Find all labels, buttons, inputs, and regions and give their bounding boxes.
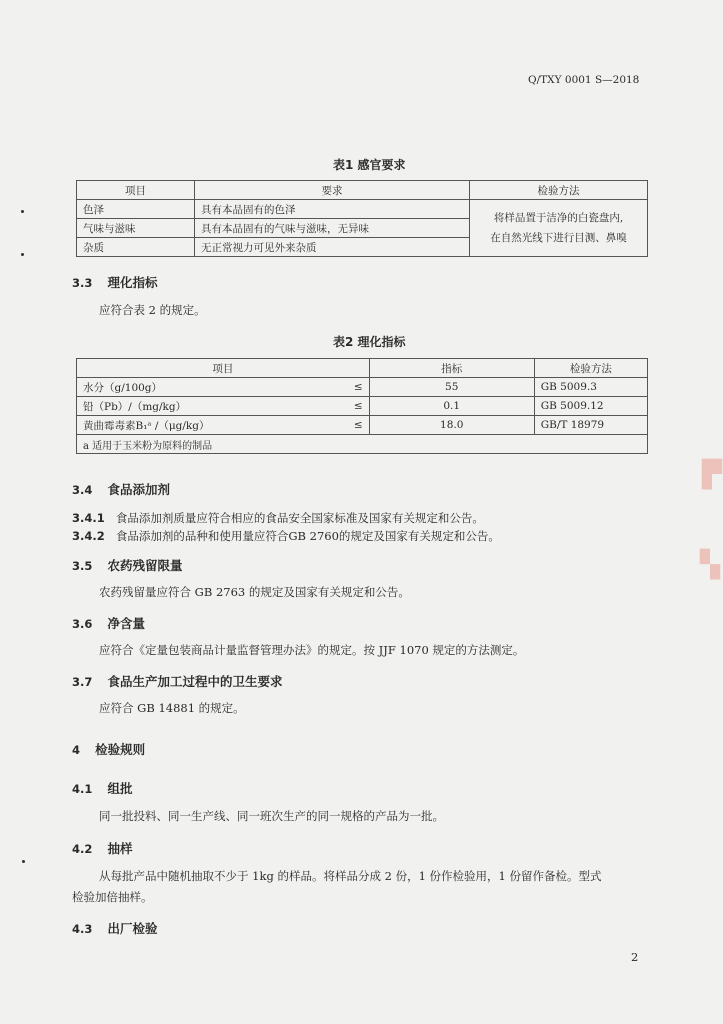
section-heading (72, 778, 132, 797)
table-cell: 具有本品固有的色泽 (195, 200, 470, 219)
clause (72, 507, 484, 526)
table-cell: GB 5009.3 (534, 378, 647, 397)
clause-number: 3.4.2 (72, 529, 105, 543)
chapter-title: 检验规则 (95, 742, 146, 757)
table1-header-item: 项目 (77, 181, 195, 200)
section-title: 组批 (107, 781, 133, 796)
table-cell: GB 5009.12 (534, 397, 647, 416)
table-cell: 0.1 (369, 397, 534, 416)
table-cell: 色泽 (77, 200, 195, 219)
document-code: Q/TXY 0001 S—2018 (528, 74, 640, 86)
section-heading (72, 479, 170, 498)
table1-header-req: 要求 (195, 181, 470, 200)
table-cell: 水分（g/100g） (77, 378, 337, 397)
section-number: 4.3 (72, 922, 93, 936)
table-cell: 黄曲霉毒素B₁ᵃ /（μg/kg） (77, 416, 337, 435)
clause-text: 食品添加剂的品种和使用量应符合GB 2760的规定及国家有关规定和公告。 (115, 529, 500, 543)
chapter-heading (72, 739, 145, 758)
stamp-fragment: ▛ (702, 460, 722, 490)
section-number: 4.2 (72, 842, 93, 856)
table2-header-index: 指标 (369, 359, 534, 378)
section-title: 抽样 (107, 841, 133, 856)
table2 (76, 358, 648, 454)
scan-dot (22, 860, 25, 863)
section-heading (72, 838, 132, 857)
table2-note: a 适用于玉米粉为原料的制品 (77, 435, 648, 454)
table-cell: 18.0 (369, 416, 534, 435)
section-heading (72, 671, 282, 690)
table-cell: 杂质 (77, 238, 195, 257)
table-cell: 无正常视力可见外来杂质 (195, 238, 470, 257)
section-heading (72, 272, 157, 291)
table-cell: 55 (369, 378, 534, 397)
section-number: 3.4 (72, 483, 93, 497)
table2-header-method: 检验方法 (534, 359, 647, 378)
section-title: 出厂检验 (107, 921, 158, 936)
table1-method-cell (470, 200, 648, 257)
section-title: 净含量 (107, 616, 145, 631)
table-cell: ≤ (337, 416, 370, 435)
paragraph: 应符合 GB 14881 的规定。 (99, 701, 245, 715)
table-cell: 具有本品固有的气味与滋味，无异味 (195, 219, 470, 238)
table1 (76, 180, 648, 257)
chapter-number: 4 (72, 743, 81, 757)
stamp-fragment: ▚ (700, 550, 720, 580)
paragraph: 应符合表 2 的规定。 (99, 303, 206, 317)
section-title: 理化指标 (107, 275, 158, 290)
scan-dot (21, 210, 24, 213)
paragraph: 应符合《定量包装商品计量监督管理办法》的规定。按 JJF 1070 规定的方法测定。 (99, 643, 525, 657)
table-cell: ≤ (337, 378, 370, 397)
table1-header-method: 检验方法 (470, 181, 648, 200)
method-line: 将样品置于洁净的白瓷盘内, (493, 212, 624, 224)
section-title: 农药残留限量 (107, 558, 183, 573)
section-number: 3.5 (72, 559, 93, 573)
page-number: 2 (631, 950, 639, 964)
clause-number: 3.4.1 (72, 511, 105, 525)
section-heading (72, 613, 145, 632)
paragraph: 农药残留量应符合 GB 2763 的规定及国家有关规定和公告。 (99, 585, 410, 599)
clause-text: 食品添加剂质量应符合相应的食品安全国家标准及国家有关规定和公告。 (115, 511, 484, 525)
clause (72, 525, 500, 544)
section-title: 食品生产加工过程中的卫生要求 (107, 674, 283, 689)
paragraph-continued: 检验加倍抽样。 (72, 890, 153, 904)
table2-title: 表2 理化指标 (333, 335, 406, 349)
table2-header-item: 项目 (77, 359, 370, 378)
paragraph: 从每批产品中随机抽取不少于 1kg 的样品。将样品分成 2 份，1 份作检验用，1 份留作备检。型式 (99, 869, 602, 883)
section-heading (72, 555, 182, 574)
section-heading (72, 918, 157, 937)
section-number: 3.6 (72, 617, 93, 631)
table-cell: GB/T 18979 (534, 416, 647, 435)
table-cell: ≤ (337, 397, 370, 416)
table-cell: 气味与滋味 (77, 219, 195, 238)
method-line: 在自然光线下进行目测、鼻嗅 (490, 232, 627, 244)
section-number: 3.3 (72, 276, 93, 290)
section-number: 3.7 (72, 675, 93, 689)
scan-dot (21, 253, 24, 256)
paragraph: 同一批投料、同一生产线、同一班次生产的同一规格的产品为一批。 (99, 809, 444, 823)
section-number: 4.1 (72, 782, 93, 796)
section-title: 食品添加剂 (107, 482, 170, 497)
table1-title: 表1 感官要求 (333, 158, 406, 172)
table-cell: 铅（Pb）/（mg/kg） (77, 397, 337, 416)
